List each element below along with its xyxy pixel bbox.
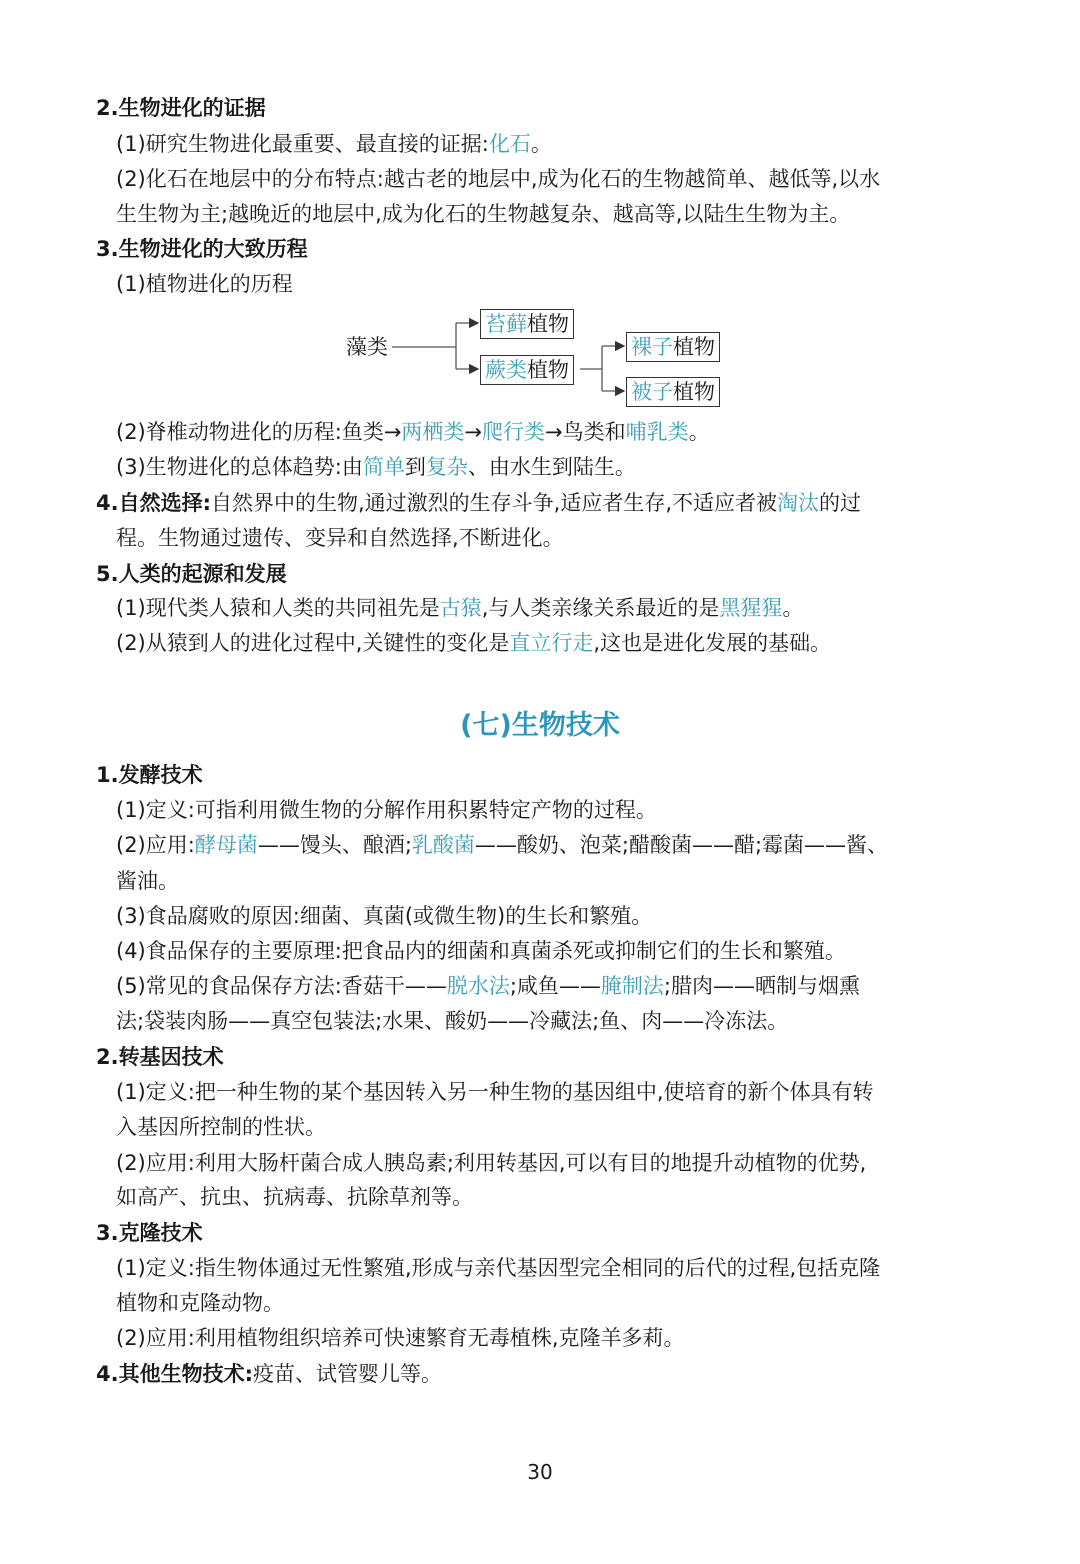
text: (5)常见的食品保存方法:香菇干—— [116,974,447,998]
evidence-item-2-line-2: 生生物为主;越晚近的地层中,成为化石的生物越复杂、越高等,以陆生生物为主。 [116,202,851,226]
text: 。 [782,596,804,620]
text: ;咸鱼—— [509,974,601,998]
highlight-term: 哺乳类 [625,420,689,444]
text: 植物 [527,312,569,336]
text: 植物 [673,335,715,359]
diagram-algae: 藻类 [346,335,388,359]
highlight-term: 裸子 [631,335,673,359]
highlight-term: 化石 [488,132,531,156]
text: 到 [404,455,426,479]
evidence-item-2-line-1: (2)化石在地层中的分布特点:越古老的地层中,成为化石的生物越简单、越低等,以水 [116,167,881,191]
diagram-fern-box [480,355,574,385]
fermentation-item-3: (3)食品腐败的原因:细菌、真菌(或微生物)的生长和繁殖。 [116,904,653,928]
text: 植物 [527,358,569,382]
natural-selection-line-1 [96,488,861,518]
highlight-term: 黑猩猩 [719,596,783,620]
diagram-moss-box [480,309,574,339]
text: 自然界中的生物,通过激烈的生存斗争,适应者生存,不适应者被 [211,491,778,515]
highlight-term: 爬行类 [482,420,546,444]
heading-cloning: 3.克隆技术 [96,1221,203,1245]
text: (2)从猿到人的进化过程中,关键性的变化是 [116,631,510,655]
text: ——馒头、酿酒; [257,833,412,857]
highlight-term: 复杂 [425,455,468,479]
highlight-term: 酵母菌 [194,833,258,857]
text: ,这也是进化发展的基础。 [593,631,832,655]
fermentation-item-5-line-2: 法;袋装肉肠——真空包装法;水果、酸奶——冷藏法;鱼、肉——冷冻法。 [116,1009,789,1033]
text: 。 [530,132,552,156]
text: (2)应用: [116,833,195,857]
fermentation-item-4: (4)食品保存的主要原理:把食品内的细菌和真菌杀死或抑制它们的生长和繁殖。 [116,939,846,963]
section-title-biotech: (七)生物技术 [460,710,620,741]
heading-fermentation: 1.发酵技术 [96,763,203,787]
text: →鸟类和 [545,420,626,444]
text: 疫苗、试管婴儿等。 [253,1362,442,1386]
text: ——酸奶、泡菜;醋酸菌——醋;霉菌——酱、 [474,833,889,857]
diagram-angiosperm-box [626,377,720,407]
transgenic-item-1-line-1: (1)定义:把一种生物的某个基因转入另一种生物的基因组中,使培育的新个体具有转 [116,1080,874,1104]
highlight-term: 古猿 [439,596,482,620]
transgenic-item-1-line-2: 入基因所控制的性状。 [116,1115,326,1139]
heading-transgenic: 2.转基因技术 [96,1045,224,1069]
page-number: 30 [527,1460,553,1484]
text: (1)现代类人猿和人类的共同祖先是 [116,596,440,620]
highlight-term: 简单 [362,455,405,479]
text: 的过 [819,491,862,515]
highlight-term: 苔藓 [485,312,527,336]
text: 。 [688,420,710,444]
cloning-item-2: (2)应用:利用植物组织培养可快速繁育无毒植株,克隆羊多莉。 [116,1326,685,1350]
diagram-gymnosperm-box [626,332,720,362]
highlight-term: 被子 [631,380,673,404]
evolution-trend [116,452,636,482]
text: (1)研究生物进化最重要、最直接的证据: [116,132,489,156]
heading-other-biotech: 4.其他生物技术: [96,1362,253,1386]
fermentation-item-2-line-1 [116,830,888,860]
highlight-term: 直立行走 [509,631,594,655]
text: ,与人类亲缘关系最近的是 [481,596,720,620]
fermentation-item-5-line-1 [116,971,860,1001]
text: ;腊肉——晒制与烟熏 [663,974,860,998]
fermentation-item-2-line-2: 酱油。 [116,869,179,893]
highlight-term: 淘汰 [777,491,820,515]
heading-human-origin: 5.人类的起源和发展 [96,562,287,586]
text: 、由水生到陆生。 [467,455,636,479]
text: (2)脊椎动物进化的历程:鱼类→ [116,420,402,444]
highlight-term: 腌制法 [600,974,664,998]
cloning-item-1-line-2: 植物和克隆动物。 [116,1291,284,1315]
vertebrate-evolution [116,417,710,447]
other-biotech [96,1359,442,1389]
cloning-item-1-line-1: (1)定义:指生物体通过无性繁殖,形成与亲代基因型完全相同的后代的过程,包括克隆 [116,1256,881,1280]
heading-evolution-process: 3.生物进化的大致历程 [96,237,308,261]
highlight-term: 两栖类 [401,420,465,444]
human-origin-item-2 [116,628,831,658]
highlight-term: 蕨类 [485,358,527,382]
transgenic-item-2-line-2: 如高产、抗虫、抗病毒、抗除草剂等。 [116,1185,473,1209]
human-origin-item-1 [116,593,803,623]
text: → [464,420,483,444]
natural-selection-line-2: 程。生物通过遗传、变异和自然选择,不断进化。 [116,526,564,550]
highlight-term: 脱水法 [446,974,510,998]
text: (3)生物进化的总体趋势:由 [116,455,363,479]
transgenic-item-2-line-1: (2)应用:利用大肠杆菌合成人胰岛素;利用转基因,可以有目的地提升动植物的优势, [116,1151,867,1175]
heading-evolution-evidence: 2.生物进化的证据 [96,96,266,120]
heading-natural-selection: 4.自然选择: [96,491,211,515]
text: 植物 [673,380,715,404]
highlight-term: 乳酸菌 [411,833,475,857]
plant-evolution-title: (1)植物进化的历程 [116,272,293,296]
fermentation-item-1: (1)定义:可指利用微生物的分解作用积累特定产物的过程。 [116,798,657,822]
